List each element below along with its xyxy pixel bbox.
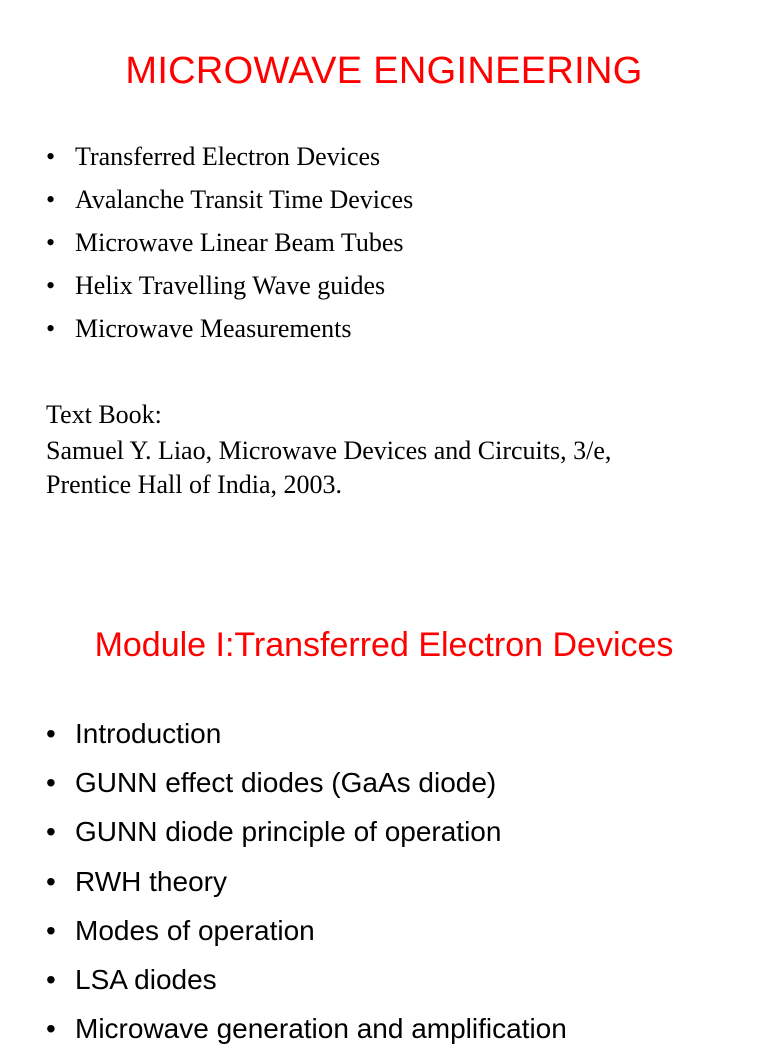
bullet-icon: • bbox=[46, 271, 56, 300]
list-item: • Avalanche Transit Time Devices bbox=[46, 183, 413, 226]
list-item: • LSA diodes bbox=[46, 960, 567, 1009]
bullet-icon: • bbox=[46, 314, 56, 343]
list-item: • Microwave generation and amplification bbox=[46, 1009, 567, 1058]
bullet-icon: • bbox=[46, 142, 56, 171]
bullet-icon: • bbox=[46, 185, 56, 214]
textbook-reference-line-1: Samuel Y. Liao, Microwave Devices and Circuits, 3/e, bbox=[46, 436, 612, 465]
bullet-icon: • bbox=[46, 816, 56, 848]
list-item: • Microwave Linear Beam Tubes bbox=[46, 226, 413, 269]
bullet-icon: • bbox=[46, 914, 56, 946]
bullet-icon: • bbox=[46, 865, 56, 897]
textbook-reference-line-2: Prentice Hall of India, 2003. bbox=[46, 470, 343, 499]
topic-list bbox=[46, 140, 413, 355]
list-item: • RWH theory bbox=[46, 862, 567, 911]
textbook-label: Text Book: bbox=[46, 400, 162, 429]
list-item: • Microwave Measurements bbox=[46, 312, 413, 355]
bullet-icon: • bbox=[46, 1013, 56, 1045]
slide-2 bbox=[0, 576, 768, 1045]
list-item: • GUNN diode principle of operation bbox=[46, 812, 567, 861]
textbook-section bbox=[46, 396, 611, 502]
list-item: • Introduction bbox=[46, 714, 567, 763]
bullet-icon: • bbox=[46, 767, 56, 799]
list-item: • Transferred Electron Devices bbox=[46, 140, 413, 183]
slide-1-title: MICROWAVE ENGINEERING bbox=[125, 50, 643, 92]
bullet-icon: • bbox=[46, 718, 56, 749]
bullet-icon: • bbox=[46, 963, 56, 995]
list-item: • Helix Travelling Wave guides bbox=[46, 269, 413, 312]
module-topic-list bbox=[46, 714, 567, 1058]
list-item: • GUNN effect diodes (GaAs diode) bbox=[46, 763, 567, 812]
bullet-icon: • bbox=[46, 228, 56, 257]
slide-2-title: Module I:Transferred Electron Devices bbox=[94, 626, 674, 664]
list-item: • Modes of operation bbox=[46, 911, 567, 960]
